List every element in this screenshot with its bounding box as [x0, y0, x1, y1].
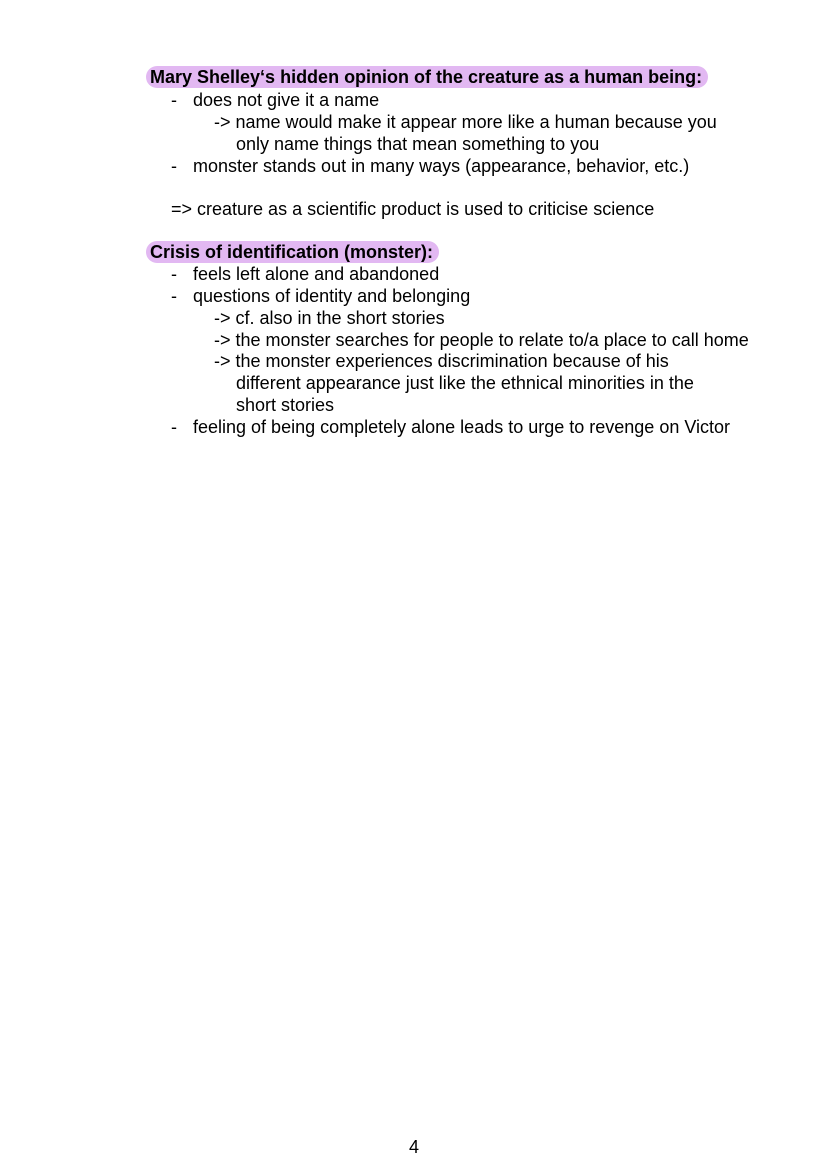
- bullet-no-name: does not give it a name: [193, 90, 380, 110]
- sub-point-searches-people: -> the monster searches for people to relate to/a place to call home: [214, 330, 749, 350]
- bullet-identity-belonging: questions of identity and belonging: [193, 286, 471, 306]
- bullet-dash: -: [171, 156, 177, 176]
- bullet-dash: -: [171, 90, 177, 110]
- bullet-revenge-victor: feeling of being completely alone leads to urge to revenge on Victor: [193, 417, 731, 437]
- sub-point-discrimination-continued: different appearance just like the ethnical minorities in the: [236, 373, 694, 393]
- sub-point-short-stories: -> cf. also in the short stories: [214, 308, 445, 328]
- sub-point-name-human-continued: only name things that mean something to you: [236, 134, 600, 154]
- bullet-dash: -: [171, 264, 177, 284]
- sub-point-name-human: -> name would make it appear more like a human because you: [214, 112, 717, 132]
- bullet-stands-out: monster stands out in many ways (appearance, behavior, etc.): [193, 156, 690, 176]
- bullet-left-alone: feels left alone and abandoned: [193, 264, 440, 284]
- section-heading-hidden-opinion: Mary Shelley‘s hidden opinion of the creature as a human being:: [146, 66, 708, 88]
- page-number: 4: [408, 1137, 419, 1157]
- sub-point-discrimination: -> the monster experiences discrimination because of his: [214, 351, 669, 371]
- section-heading-crisis-identification: Crisis of identification (monster):: [146, 241, 439, 263]
- sub-point-discrimination-continued: short stories: [236, 395, 335, 415]
- bullet-dash: -: [171, 286, 177, 306]
- conclusion-line: => creature as a scientific product is used to criticise science: [171, 199, 655, 219]
- bullet-dash: -: [171, 417, 177, 437]
